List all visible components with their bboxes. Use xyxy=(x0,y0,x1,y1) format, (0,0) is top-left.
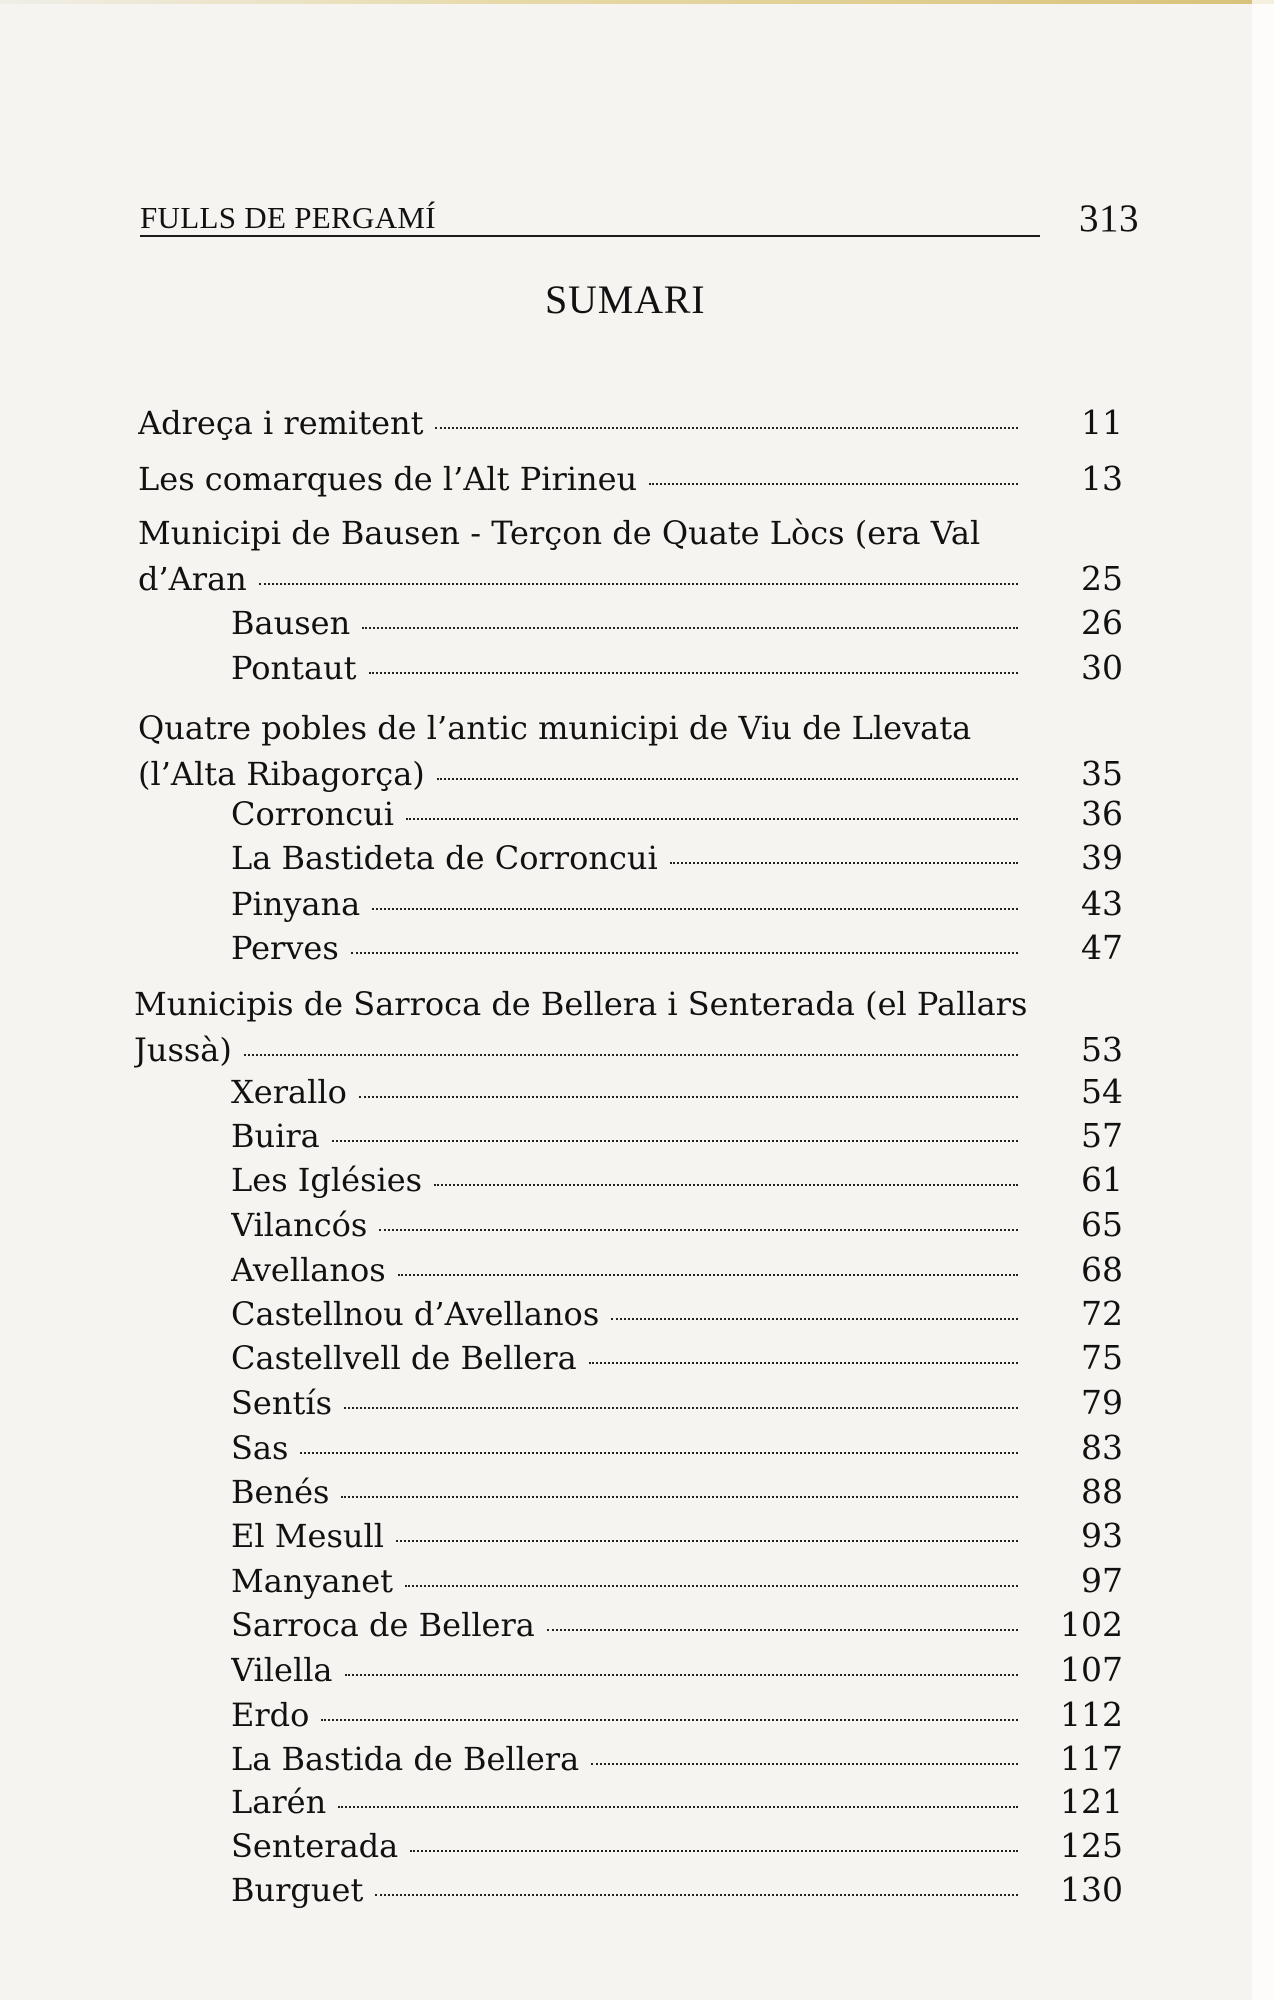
summary-title: SUMARI xyxy=(545,277,706,322)
dot-leader xyxy=(379,1227,1018,1231)
toc-entry-page: 30 xyxy=(1081,648,1123,687)
toc-entry-label: La Bastida de Bellera xyxy=(231,1739,585,1779)
dot-leader xyxy=(398,1272,1018,1276)
toc-entry-line xyxy=(231,1338,1018,1378)
toc-entry-label-line-2: Jussà) xyxy=(134,1030,238,1070)
toc-entry-label: Sarroca de Bellera xyxy=(231,1605,541,1645)
toc-entry-label: Sentís xyxy=(231,1383,338,1423)
toc-entry-page: 107 xyxy=(1060,1650,1123,1689)
toc-entry-line xyxy=(231,1205,1018,1245)
toc-entry-page: 79 xyxy=(1081,1383,1123,1422)
toc-entry-page: 35 xyxy=(1081,754,1123,793)
toc-entry-label: Sas xyxy=(231,1428,294,1468)
toc-entry-page: 97 xyxy=(1081,1561,1123,1600)
toc-entry-page: 61 xyxy=(1081,1160,1123,1199)
dot-leader xyxy=(375,1892,1018,1896)
toc-entry-label: Les comarques de l’Alt Pirineu xyxy=(138,459,643,499)
toc-entry-line xyxy=(134,1030,1018,1070)
toc-entry-label: Senterada xyxy=(231,1826,404,1866)
toc-entry-line xyxy=(231,1826,1018,1866)
toc-entry-label: Perves xyxy=(231,928,345,968)
dot-leader xyxy=(359,1094,1018,1098)
dot-leader xyxy=(396,1538,1018,1542)
toc-entry-line xyxy=(138,559,1018,599)
toc-entry-label: Avellanos xyxy=(231,1250,392,1290)
toc-entry-line xyxy=(231,1072,1018,1112)
toc-entry-line xyxy=(138,754,1018,794)
toc-entry-line xyxy=(231,1516,1018,1556)
dot-leader xyxy=(341,1494,1018,1498)
toc-entry-label-line-2: (l’Alta Ribagorça) xyxy=(138,754,431,794)
toc-entry-page: 11 xyxy=(1081,403,1123,442)
toc-entry-perves xyxy=(0,928,1274,980)
dot-leader xyxy=(300,1450,1018,1454)
toc-entry-line xyxy=(231,1383,1018,1423)
page-number: 313 xyxy=(1079,197,1139,240)
toc-entry-label-line-2: d’Aran xyxy=(138,559,253,599)
toc-entry-page: 112 xyxy=(1060,1695,1123,1734)
toc-entry-label-line-1: Quatre pobles de l’antic municipi de Viu de Llevata xyxy=(138,708,977,748)
toc-entry-burguet xyxy=(0,1870,1274,1922)
toc-entry-line xyxy=(231,1870,1018,1910)
dot-leader xyxy=(649,481,1018,485)
dot-leader xyxy=(244,1052,1018,1056)
dot-leader xyxy=(332,1138,1018,1142)
toc-entry-line xyxy=(134,984,1138,1024)
running-title: FULLS DE PERGAMÍ xyxy=(140,200,436,235)
toc-entry-page: 13 xyxy=(1081,459,1123,498)
toc-entry-label: Castellnou d’Avellanos xyxy=(231,1294,605,1334)
dot-leader xyxy=(435,425,1018,429)
toc-entry-label: Pontaut xyxy=(231,648,363,688)
toc-entry-line xyxy=(138,459,1018,499)
dot-leader xyxy=(591,1761,1018,1765)
toc-entry-page: 125 xyxy=(1060,1826,1123,1865)
toc-entry-line xyxy=(231,1472,1018,1512)
dot-leader xyxy=(670,860,1018,864)
toc-entry-label: Pinyana xyxy=(231,884,366,924)
toc-entry-label: Vilella xyxy=(231,1650,339,1690)
toc-entry-line xyxy=(231,1250,1018,1290)
toc-entry-line xyxy=(231,648,1018,688)
toc-entry-les-comarques xyxy=(0,459,1274,511)
toc-entry-label: Larén xyxy=(231,1782,332,1822)
toc-entry-label: Castellvell de Bellera xyxy=(231,1338,583,1378)
toc-entry-municipi-de-bausen xyxy=(0,513,1274,617)
toc-entry-adreca-i-remitent xyxy=(0,403,1274,455)
toc-entry-label: Vilancós xyxy=(231,1205,373,1245)
toc-entry-line xyxy=(231,838,1018,878)
toc-entry-label: Corroncui xyxy=(231,794,400,834)
dot-leader xyxy=(406,816,1018,820)
dot-leader xyxy=(345,1672,1019,1676)
dot-leader xyxy=(369,670,1018,674)
toc-entry-label-line-1: Municipi de Bausen - Terçon de Quate Lòcs (era Val xyxy=(138,513,986,553)
toc-entry-page: 25 xyxy=(1081,559,1123,598)
dot-leader xyxy=(351,950,1018,954)
dot-leader xyxy=(372,906,1018,910)
toc-entry-line xyxy=(231,1782,1018,1822)
toc-entry-line xyxy=(231,1428,1018,1468)
toc-entry-label: Les Iglésies xyxy=(231,1160,428,1200)
toc-entry-line xyxy=(138,513,1138,553)
toc-entry-page: 121 xyxy=(1060,1782,1123,1821)
toc-entry-line xyxy=(231,1160,1018,1200)
toc-entry-la-bastideta xyxy=(0,838,1274,890)
toc-entry-label: Burguet xyxy=(231,1870,369,1910)
toc-entry-page: 53 xyxy=(1081,1030,1123,1069)
dot-leader xyxy=(338,1804,1018,1808)
dot-leader xyxy=(259,581,1018,585)
toc-entry-page: 83 xyxy=(1081,1428,1123,1467)
toc-entry-line xyxy=(231,1695,1018,1735)
toc-entry-line xyxy=(231,1294,1018,1334)
toc-entry-label: Manyanet xyxy=(231,1561,399,1601)
toc-entry-page: 72 xyxy=(1081,1294,1123,1333)
dot-leader xyxy=(321,1717,1018,1721)
toc-entry-page: 75 xyxy=(1081,1338,1123,1377)
toc-entry-page: 93 xyxy=(1081,1516,1123,1555)
toc-entry-page: 68 xyxy=(1081,1250,1123,1289)
toc-entry-pontaut xyxy=(0,648,1274,700)
toc-entry-label: La Bastideta de Corroncui xyxy=(231,838,664,878)
toc-entry-page: 65 xyxy=(1081,1205,1123,1244)
toc-entry-line xyxy=(231,1116,1018,1156)
toc-entry-page: 36 xyxy=(1081,794,1123,833)
toc-entry-label: Erdo xyxy=(231,1695,315,1735)
toc-entry-page: 117 xyxy=(1060,1739,1123,1778)
toc-entry-label: Bausen xyxy=(231,603,356,643)
dot-leader xyxy=(362,625,1018,629)
toc-entry-page: 102 xyxy=(1060,1605,1123,1644)
toc-entry-line xyxy=(231,884,1018,924)
dot-leader xyxy=(434,1182,1018,1186)
dot-leader xyxy=(344,1405,1018,1409)
toc-entry-line xyxy=(231,928,1018,968)
toc-entry-page: 39 xyxy=(1081,838,1123,877)
dot-leader xyxy=(405,1583,1018,1587)
toc-entry-line xyxy=(138,708,1138,748)
toc-entry-page: 88 xyxy=(1081,1472,1123,1511)
toc-entry-label: El Mesull xyxy=(231,1516,390,1556)
toc-entry-line xyxy=(138,403,1018,443)
toc-entry-label: Xerallo xyxy=(231,1072,353,1112)
toc-entry-line xyxy=(231,603,1018,643)
toc-entry-line xyxy=(231,1650,1018,1690)
toc-entry-label-line-1: Municipis de Sarroca de Bellera i Senterada (el Pallars xyxy=(134,984,1033,1024)
toc-entry-page: 130 xyxy=(1060,1870,1123,1909)
toc-entry-page: 43 xyxy=(1081,884,1123,923)
dot-leader xyxy=(437,776,1018,780)
toc-entry-page: 47 xyxy=(1081,928,1123,967)
toc-entry-line xyxy=(231,1605,1018,1645)
dot-leader xyxy=(547,1627,1018,1631)
toc-entry-page: 57 xyxy=(1081,1116,1123,1155)
toc-entry-page: 26 xyxy=(1081,603,1123,642)
toc-entry-label: Buira xyxy=(231,1116,326,1156)
dot-leader xyxy=(410,1848,1018,1852)
toc-entry-line xyxy=(231,794,1018,834)
toc-entry-line xyxy=(231,1739,1018,1779)
toc-entry-label: Benés xyxy=(231,1472,335,1512)
dot-leader xyxy=(611,1316,1018,1320)
toc-entry-page: 54 xyxy=(1081,1072,1123,1111)
toc-entry-label: Adreça i remitent xyxy=(138,403,429,443)
toc-entry-line xyxy=(231,1561,1018,1601)
dot-leader xyxy=(589,1360,1018,1364)
